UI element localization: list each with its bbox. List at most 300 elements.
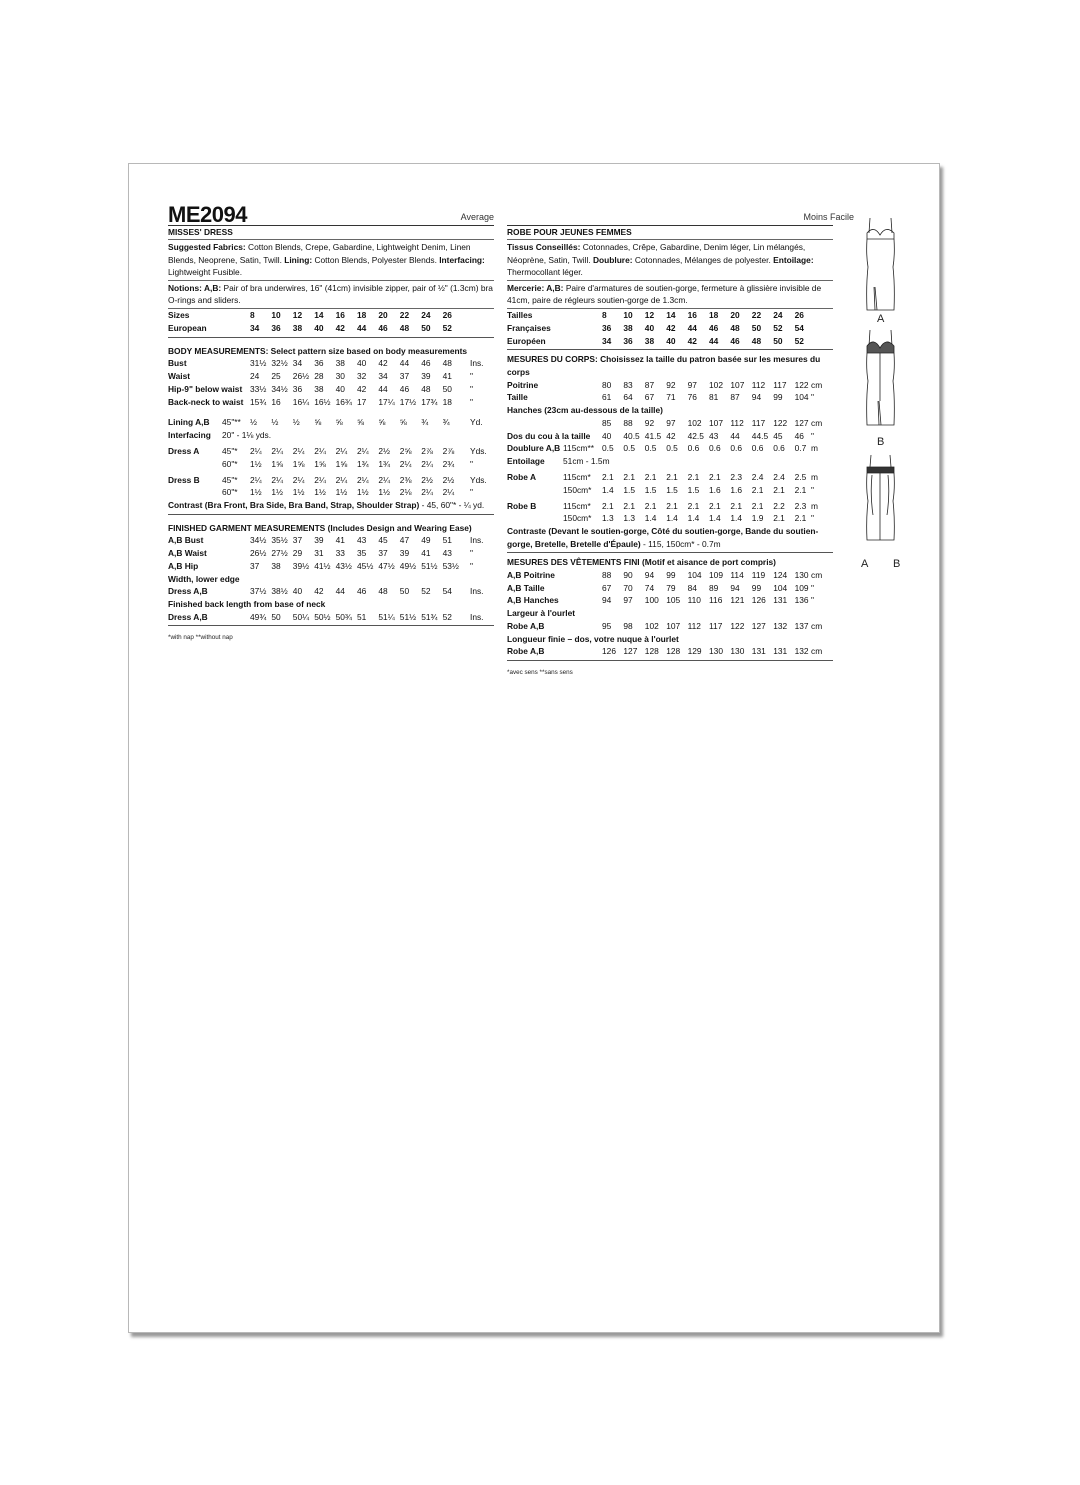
cell-value: 1.3 [602,513,614,524]
row-label: Taille [507,392,528,403]
row-label: Robe A,B [507,620,545,631]
sub-heading: Hanches (23cm au-dessous de la taille) [507,405,663,416]
cell-value: 24 [250,370,260,381]
size-value: 46 [709,322,719,333]
size-value: 38 [623,322,633,333]
cell-value: 81 [709,392,719,403]
size-value: 18 [357,309,367,320]
cell-value: 117 [773,379,787,390]
cell-value: 51½ [421,560,438,571]
cell-value: 2⅞ [421,445,433,456]
unit: " [470,548,473,559]
cell-value: 128 [644,646,659,657]
size-value: 40 [644,322,655,333]
cell-value: 110 [687,595,701,606]
row-label: Doublure A,B [507,443,561,454]
cell-value: 1⅝ [335,458,348,469]
cell-value: 52 [421,586,431,597]
sub-heading: Width, lower edge [168,573,240,584]
cell-value: 1.3 [623,513,636,524]
cell-value: 51 [357,611,367,622]
cell-value: 17¼ [378,396,395,407]
cell-value: 1.4 [644,513,657,524]
row-label: Interfacing [168,430,211,441]
size-value: 40 [666,335,676,346]
cell-value: 0.5 [602,443,614,454]
unit: m [811,500,818,511]
cell-value: 109 [794,582,809,593]
cell-value: 34½ [250,535,267,546]
cell-value: 104 [773,582,788,593]
table-row [507,442,833,455]
cell-value: 37 [399,370,410,381]
cell-value: 2¼ [421,487,433,498]
cell-value: 50½ [314,611,331,622]
cell-value: 42 [666,430,676,441]
cell-value: 46 [399,383,410,394]
cell-value: 39 [421,370,431,381]
cell-value: 51¾ [421,611,438,622]
cell-value: 38 [335,358,345,369]
cell-value: 117 [751,417,766,428]
notions-fr: Mercerie: A,B: Paire d'armatures de soutien-gorge, fermeture à glissière invisible de 41cm, paire de régleurs soutien-gorge de 1.3cm. [507,281,833,309]
cell-value: 2.1 [751,484,764,495]
cell-value: 2.5 [794,471,807,482]
cell-value: 43 [442,548,452,559]
size-value: 50 [751,322,762,333]
label-b-back: B [893,558,901,570]
table-row [168,474,494,487]
cell-value: 0.5 [623,443,636,454]
row-label: Dos du cou à la taille [507,430,591,441]
cell-value: 102 [709,379,723,390]
cell-value: 41½ [314,560,331,571]
unit: cm [811,379,823,390]
table-row [507,471,833,484]
cell-value: 92 [644,417,655,428]
fabric-width: 20" - 1⅛ yds. [222,430,272,441]
cell-value: 0.6 [730,443,743,454]
cell-value: 1.4 [709,513,721,524]
cell-value: 2.1 [687,500,700,511]
cell-value: 0.6 [773,443,785,454]
cell-value: ½ [271,417,279,428]
unit: " [470,458,473,469]
cell-value: 33½ [250,383,267,394]
size-value: 36 [623,335,633,346]
cell-value: 26½ [292,370,310,381]
cell-value: 61 [602,392,612,403]
row-label: Entoilage [507,456,545,467]
cell-value: 122 [773,417,788,428]
fabric-width: 45"* [222,445,238,456]
cell-value: 99 [773,392,783,403]
cell-value: 67 [644,392,655,403]
table-row [168,547,494,560]
unit: m [811,443,818,454]
unit: " [470,487,473,498]
unit: " [811,392,814,403]
size-value: 20 [378,309,388,320]
size-value: 48 [751,335,762,346]
cell-value: 2¼ [292,474,305,485]
table-row [507,379,833,392]
cell-value: 79 [666,582,676,593]
size-value: 48 [399,322,410,333]
cell-value: 99 [666,569,676,580]
cell-value: 0.7 [794,443,807,454]
row-label: Lining A,B [168,417,210,428]
cell-value: 87 [644,379,655,390]
cell-value: 35½ [271,535,288,546]
size-value: 14 [314,309,324,320]
cell-value: 38½ [271,586,288,597]
unit: m [811,471,818,482]
cell-value: 83 [623,379,633,390]
cell-value: 40 [292,586,303,597]
cell-value: 42.5 [687,430,704,441]
cell-value: 51¼ [378,611,395,622]
cell-value: 132 [794,646,809,657]
cell-value: 2¼ [378,474,391,485]
table-row [168,445,494,458]
cell-value: 117 [709,620,723,631]
cell-value: 48 [378,586,388,597]
footnote-fr: *avec sens **sans sens [507,669,573,677]
cell-value: 40 [357,358,367,369]
cell-value: 1.5 [666,484,678,495]
cell-value: 127 [623,646,638,657]
cell-value: 76 [687,392,697,403]
table-row [507,417,833,430]
dress-back-sketch [867,455,895,540]
cell-value: 107 [730,379,745,390]
cell-value: 127 [794,417,809,428]
row-label: A,B Poitrine [507,569,555,580]
cell-value: 37 [250,560,260,571]
cell-value: 2.1 [644,471,657,482]
size-value: 16 [335,309,345,320]
table-row [507,582,833,595]
cell-value: 34 [292,358,303,369]
cell-value: 2.1 [644,500,657,511]
dress-sketches [858,215,938,575]
row-label: Dress A [168,445,200,456]
contrast-line-fr: Contraste (Devant le soutien-gorge, Côté du soutien-gorge, Bande du soutien-gorge, Bretelle, Bretelle d'Épaule) - 115, 150cm* - 0.7m [507,526,819,549]
cell-value: 107 [709,417,723,428]
row-label: A,B Hanches [507,595,559,606]
fabric-width: 45"** [222,417,241,428]
cell-value: 0.5 [666,443,678,454]
size-value: 52 [773,322,783,333]
unit: " [811,484,814,495]
cell-value: 87 [730,392,740,403]
cell-value: 94 [644,569,655,580]
cell-value: 32 [357,370,367,381]
cell-value: 136 [794,595,809,606]
fabric-width: 115cm* [563,500,591,511]
notions: Notions: A,B: Pair of bra underwires, 16" (41cm) invisible zipper, pair of ½" (1.3cm) bra O-rings and sliders. [168,281,494,309]
cell-value: 114 [730,569,744,580]
unit: Ins. [470,611,484,622]
cell-value: 2¼ [399,458,412,469]
cell-value: 47 [399,535,410,546]
cell-value: 2.3 [730,471,743,482]
cell-value: 2¼ [271,474,284,485]
body-measurements-fr: MESURES DU CORPS: Choisissez la taille du patron basée sur les mesures du corps Poitrine 80 83 87 92 97 102 107 112 117 122 cm Taille 61 64 67 71 76 81 87 94 99 104 " Hanches (23cm au-dessous de la taille) 85 88 92 97 102 107 112 117 122 127 cm Dos du cou à la taille 40 40.5 41.5 42 42.5 43 44 44.5 45 46 " Doublure A,B 115cm** 0.5 0.5 0.5 0.5 0.6 0.6 0.6 0.6 0.6 0.7 m Entoilage 51cm - 1.5m Robe A 115cm* 2.1 2.1 2.1 2.1 2.1 2.1 2.3 2.4 2.4 2.5 m 150cm* 1.4 1.5 1.5 1.5 1.5 1.6 1.6 2.1 2.1 2.1 " Robe B 115cm* 2.1 2.1 2.1 2.1 2.1 2.1 2.1 2.1 2.2 2.3 m 150cm* 1.3 1.3 1.4 1.4 1.4 1.4 1.4 1.9 2.1 2.1 " Contraste (Devant le soutien-gorge, Côté du soutien-gorge, Bande du soutien-gorge, Bretelle, Bretelle d'Épaule) - 115, 150cm* - 0.7m [507,353,833,553]
cell-value: 39½ [292,560,310,571]
cell-value: 17½ [399,396,417,407]
table-row [168,370,494,383]
cell-value: 44.5 [751,430,769,441]
cell-value: 36 [314,358,324,369]
size-value: 50 [421,322,431,333]
size-value: 36 [602,322,612,333]
row-label: A,B Waist [168,548,207,559]
cell-value: 32½ [271,358,288,369]
cell-value: 100 [644,595,659,606]
cell-value: 2.3 [794,500,807,511]
dress-b-sketch [867,330,895,425]
cell-value: 16¾ [335,396,352,407]
finished-measurements-fr: MESURES DES VÊTEMENTS FINI (Motif et aisance de port compris) A,B Poitrine 88 90 94 99 104 109 114 119 124 130 cm A,B Taille 67 70 74 79 84 89 94 99 104 109 " A,B Hanches 94 97 100 105 110 116 121 126 131 136 " Largeur à l'ourlet Robe A,B 95 98 102 107 112 117 122 127 132 137 cm Longueur finie – dos, votre nuque à l'ourlet Robe A,B 126 127 128 128 129 130 130 131 131 132 cm [507,556,833,661]
row-label: Waist [168,370,191,381]
cell-value: 1½ [250,458,262,469]
cell-value: 107 [666,620,681,631]
size-value: 14 [666,309,676,320]
cell-value: ⅝ [335,417,343,428]
cell-value: 2¼ [250,474,262,485]
cell-value: 43 [357,535,367,546]
size-value: 12 [292,309,303,320]
cell-value: 130 [794,569,809,580]
row-label: A,B Bust [168,535,204,546]
table-row [507,500,833,513]
cell-value: 45 [773,430,783,441]
dress-a-sketch [867,218,895,310]
cell-value: 49½ [399,560,417,571]
row-label: Dress A,B [168,611,208,622]
cell-value: 44 [335,586,345,597]
size-value: 22 [751,309,762,320]
cell-value: 17 [357,396,367,407]
cell-value: 1½ [378,487,391,498]
cell-value: 1⅝ [292,458,305,469]
cell-value: ⅝ [357,417,364,428]
cell-value: 53½ [442,560,459,571]
cell-value: 51½ [399,611,417,622]
cell-value: 39 [314,535,324,546]
cell-value: 104 [794,392,809,403]
cell-value: 137 [794,620,809,631]
cell-value: 37 [378,548,388,559]
fabric-width: 51cm - 1.5m [563,456,610,467]
size-value: 24 [773,309,783,320]
size-value: 46 [378,322,388,333]
cell-value: 2⅛ [399,487,412,498]
cell-value: 112 [687,620,701,631]
table-row [168,585,494,598]
cell-value: 104 [687,569,702,580]
size-value: 38 [644,335,655,346]
cell-value: 105 [666,595,681,606]
cell-value: 2.1 [773,484,785,495]
cell-value: 116 [709,595,723,606]
cell-value: 2¼ [335,474,348,485]
cell-value: 67 [602,582,612,593]
row-label: Bust [168,358,187,369]
cell-value: 1.4 [602,484,614,495]
cell-value: 2½ [421,474,433,485]
row-label: Poitrine [507,379,539,390]
cell-value: 2.1 [773,513,785,524]
cell-value: 18 [442,396,452,407]
size-value: 42 [335,322,345,333]
cell-value: 2¼ [314,474,326,485]
cell-value: 1½ [250,487,262,498]
cell-value: 2½ [442,474,455,485]
cell-value: 50 [271,611,281,622]
cell-value: 2¼ [271,445,284,456]
cell-value: 84 [687,582,697,593]
cell-value: 1.9 [751,513,764,524]
cell-value: 119 [751,569,766,580]
cell-value: 1.6 [709,484,721,495]
cell-value: 126 [602,646,616,657]
table-row [507,484,833,497]
cell-value: 1.5 [687,484,700,495]
unit: Ins. [470,535,484,546]
cell-value: 2¼ [292,445,305,456]
cell-value: 41.5 [644,430,662,441]
row-label: Hip-9" below waist [168,383,243,394]
row-label: A,B Hip [168,560,199,571]
row-label: A,B Taille [507,582,545,593]
table-row [168,611,494,624]
table-row [507,594,833,607]
cell-value: ¾ [442,417,450,428]
size-value: 42 [666,322,676,333]
unit: " [470,370,473,381]
cell-value: 112 [730,417,744,428]
row-label: Robe B [507,500,537,511]
unit: " [470,396,473,407]
size-value: 36 [271,322,281,333]
cell-value: 90 [623,569,633,580]
cell-value: 124 [773,569,788,580]
cell-value: 2¼ [357,474,369,485]
cell-value: 44 [399,358,410,369]
row-label: Dress A,B [168,586,208,597]
cell-value: 2¼ [335,445,348,456]
french-column [507,201,854,680]
cell-value: 47½ [378,560,395,571]
cell-value: 38 [271,560,281,571]
unit: Yds. [470,445,487,456]
cell-value: 89 [709,582,719,593]
cell-value: 44 [730,430,740,441]
cell-value: 99 [751,582,762,593]
cell-value: 1¾ [378,458,391,469]
size-value: 38 [292,322,303,333]
fabric-width: 150cm* [563,484,592,495]
cell-value: 50¾ [335,611,352,622]
row-label: Dress B [168,474,200,485]
cell-value: 2.1 [623,500,636,511]
cell-value: 126 [751,595,766,606]
size-value: 10 [623,309,633,320]
difficulty-level-fr: Moins Facile [803,212,854,223]
row-label: Robe A [507,471,537,482]
cell-value: 40.5 [623,430,640,441]
cell-value: 35 [357,548,367,559]
fabric-width: 150cm* [563,513,592,524]
cell-value: 2¼ [442,487,455,498]
unit: " [470,383,473,394]
cell-value: 34½ [271,383,288,394]
cell-value: 129 [687,646,702,657]
cell-value: 97 [623,595,633,606]
cell-value: 28 [314,370,324,381]
cell-value: 2.1 [666,471,678,482]
cell-value: 1.5 [623,484,636,495]
cell-value: 122 [730,620,745,631]
size-value: 24 [421,309,431,320]
size-value: 46 [730,335,740,346]
cell-value: 2.4 [773,471,785,482]
cell-value: 2.1 [687,471,700,482]
cell-value: 45½ [357,560,374,571]
cell-value: ⅝ [378,417,386,428]
table-row [507,569,833,582]
cell-value: 2.1 [602,471,614,482]
unit: " [470,560,473,571]
english-column [168,201,494,645]
cell-value: ½ [292,417,300,428]
cell-value: 131 [773,595,788,606]
cell-value: 2.1 [751,500,764,511]
cell-value: 2¼ [421,458,433,469]
unit: " [811,595,814,606]
cell-value: 25 [271,370,281,381]
table-row [168,396,494,409]
cell-value: 64 [623,392,633,403]
cell-value: 49 [421,535,431,546]
pattern-sheet [128,163,940,1333]
size-value: 8 [250,309,255,320]
cell-value: 42 [314,586,324,597]
cell-value: 1½ [314,487,326,498]
cell-value: 40 [335,383,345,394]
cell-value: 2.4 [751,471,764,482]
cell-value: 37 [292,535,303,546]
unit: Yd. [470,417,483,428]
table-row [168,560,494,573]
size-value: 34 [250,322,260,333]
cell-value: 16½ [314,396,331,407]
cell-value: 48 [421,383,431,394]
cell-value: 0.6 [709,443,721,454]
cell-value: 44 [378,383,388,394]
cell-value: 127 [751,620,766,631]
cell-value: 34 [378,370,388,381]
unit: cm [811,646,823,657]
size-table: Sizes 8 10 12 14 16 18 20 22 24 26 European 34 36 38 40 42 44 46 48 50 52 [168,309,494,338]
unit: cm [811,569,823,580]
difficulty-level: Average [460,212,494,223]
size-value: 26 [442,309,452,320]
cell-value: 2.1 [730,500,743,511]
